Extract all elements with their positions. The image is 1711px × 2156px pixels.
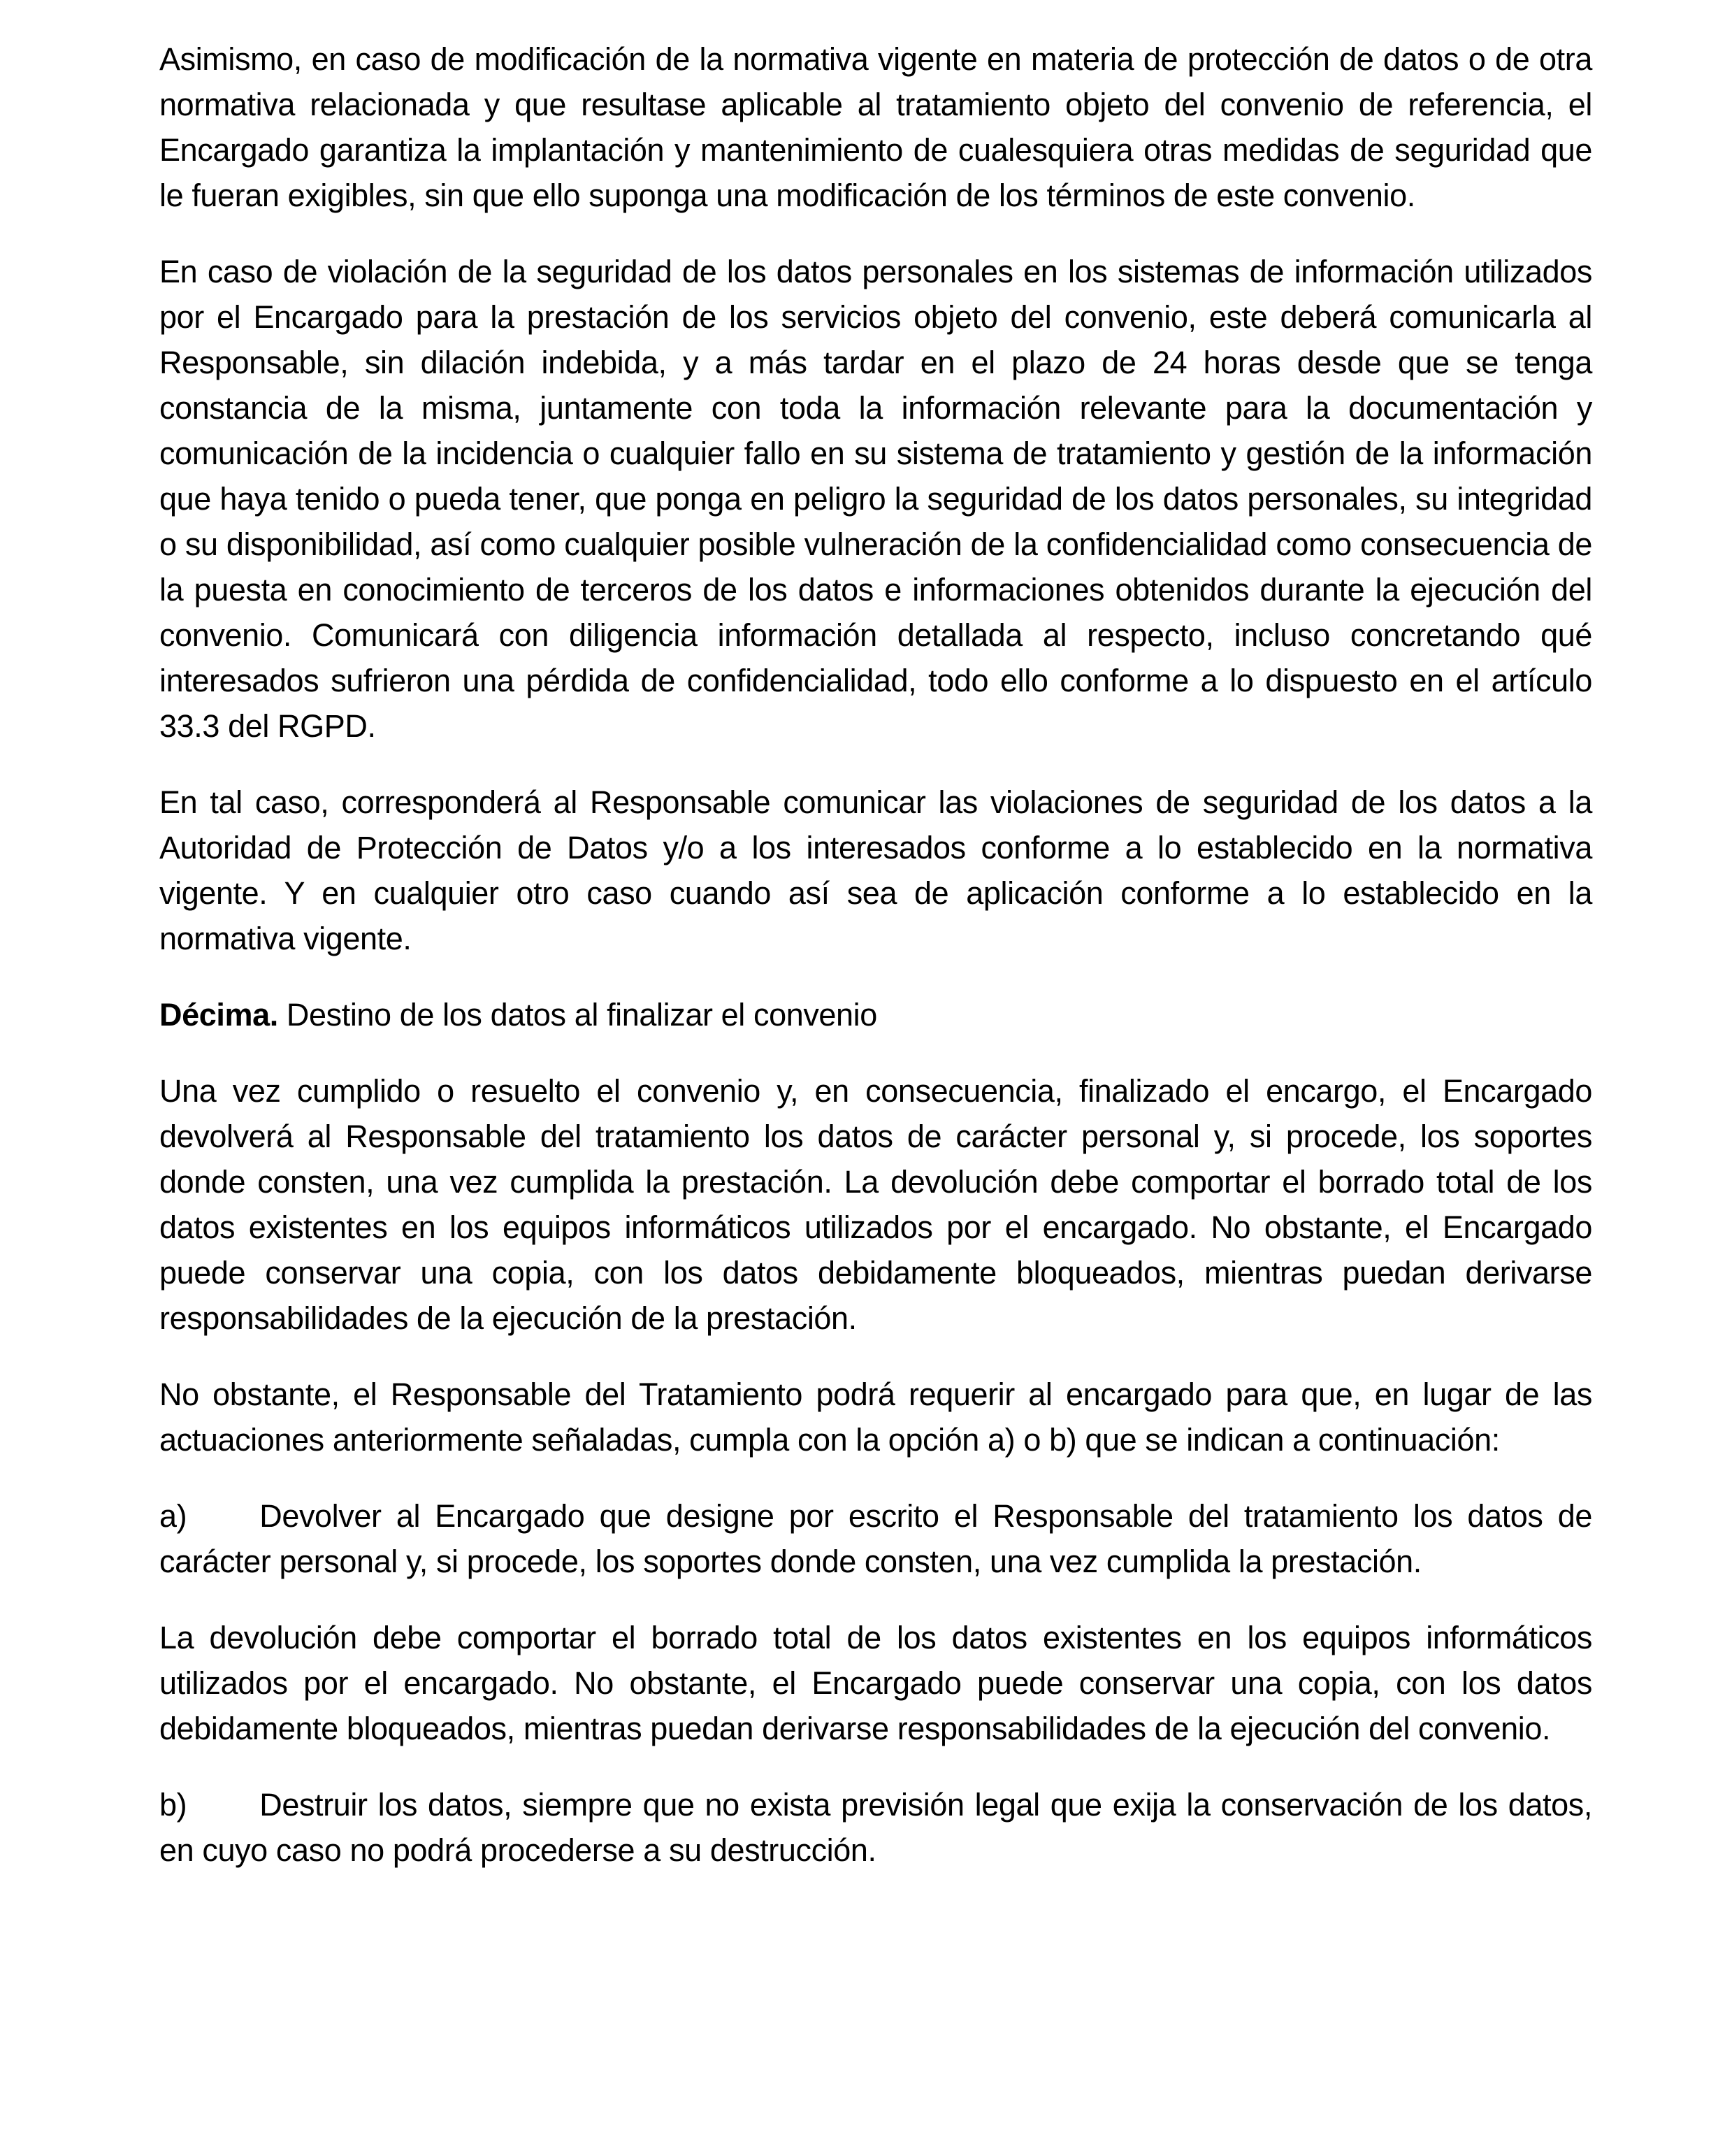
- body-paragraph: En caso de violación de la seguridad de los datos personales en los sistemas de información utilizados por el Encargado para la prestación de los servicios objeto del convenio, este deberá comunicarla al Responsable, sin dilación indebida, y a más tardar en el plazo de 24 horas desde que se tenga constancia de la misma, juntamente con toda la información relevante para la documentación y comunicación de la incidencia o cualquier fallo en su sistema de tratamiento y gestión de la información que haya tenido o pueda tener, que ponga en peligro la seguridad de los datos personales, su integridad o su disponibilidad, así como cualquier posible vulneración de la confidencialidad como consecuencia de la puesta en conocimiento de terceros de los datos e informaciones obtenidos durante la ejecución del convenio. Comunicará con diligencia información detallada al respecto, incluso concretando qué interesados sufrieron una pérdida de confidencialidad, todo ello conforme a lo dispuesto en el artículo 33.3 del RGPD.: [159, 254, 1592, 744]
- list-item-b: [159, 1782, 1592, 1873]
- list-item-marker: b): [159, 1787, 187, 1823]
- body-paragraph: Asimismo, en caso de modificación de la normativa vigente en materia de protección de datos o de otra normativa relacionada y que resultase aplicable al tratamiento objeto del convenio de referencia, el Encargado garantiza la implantación y mantenimiento de cualesquiera otras medidas de seguridad que le fueran exigibles, sin que ello suponga una modificación de los términos de este convenio.: [159, 41, 1592, 213]
- section-heading-text: Destino de los datos al finalizar el convenio: [277, 997, 877, 1033]
- body-paragraph: En tal caso, corresponderá al Responsable comunicar las violaciones de seguridad de los datos a la Autoridad de Protección de Datos y/o a los interesados conforme a lo establecido en la normativa vigente. Y en cualquier otro caso cuando así sea de aplicación conforme a lo establecido en la normativa vigente.: [159, 784, 1592, 956]
- section-heading-ordinal: Décima.: [159, 997, 278, 1033]
- body-paragraph: No obstante, el Responsable del Tratamiento podrá requerir al encargado para que, en lugar de las actuaciones anteriormente señaladas, cumpla con la opción a) o b) que se indican a continuación:: [159, 1377, 1592, 1458]
- list-item-a: [159, 1493, 1592, 1584]
- list-item-text: Devolver al Encargado que designe por escrito el Responsable del tratamiento los datos de carácter personal y, si procede, los soportes donde consten, una vez cumplida la prestación.: [159, 1498, 1592, 1579]
- document-body: [159, 36, 1592, 1873]
- list-item-marker: a): [159, 1498, 187, 1534]
- body-paragraph: La devolución debe comportar el borrado total de los datos existentes en los equipos informáticos utilizados por el encargado. No obstante, el Encargado puede conservar una copia, con los datos debidamente bloqueados, mientras puedan derivarse responsabilidades de la ejecución del convenio.: [159, 1620, 1592, 1746]
- body-paragraph: Una vez cumplido o resuelto el convenio y, en consecuencia, finalizado el encargo, el Encargado devolverá al Responsable del tratamiento los datos de carácter personal y, si procede, los soportes donde consten, una vez cumplida la prestación. La devolución debe comportar el borrado total de los datos existentes en los equipos informáticos utilizados por el encargado. No obstante, el Encargado puede conservar una copia, con los datos debidamente bloqueados, mientras puedan derivarse responsabilidades de la ejecución de la prestación.: [159, 1073, 1592, 1336]
- section-heading: [159, 992, 1592, 1037]
- list-item-text: Destruir los datos, siempre que no exista previsión legal que exija la conservación de los datos, en cuyo caso no podrá procederse a su destrucción.: [159, 1787, 1592, 1868]
